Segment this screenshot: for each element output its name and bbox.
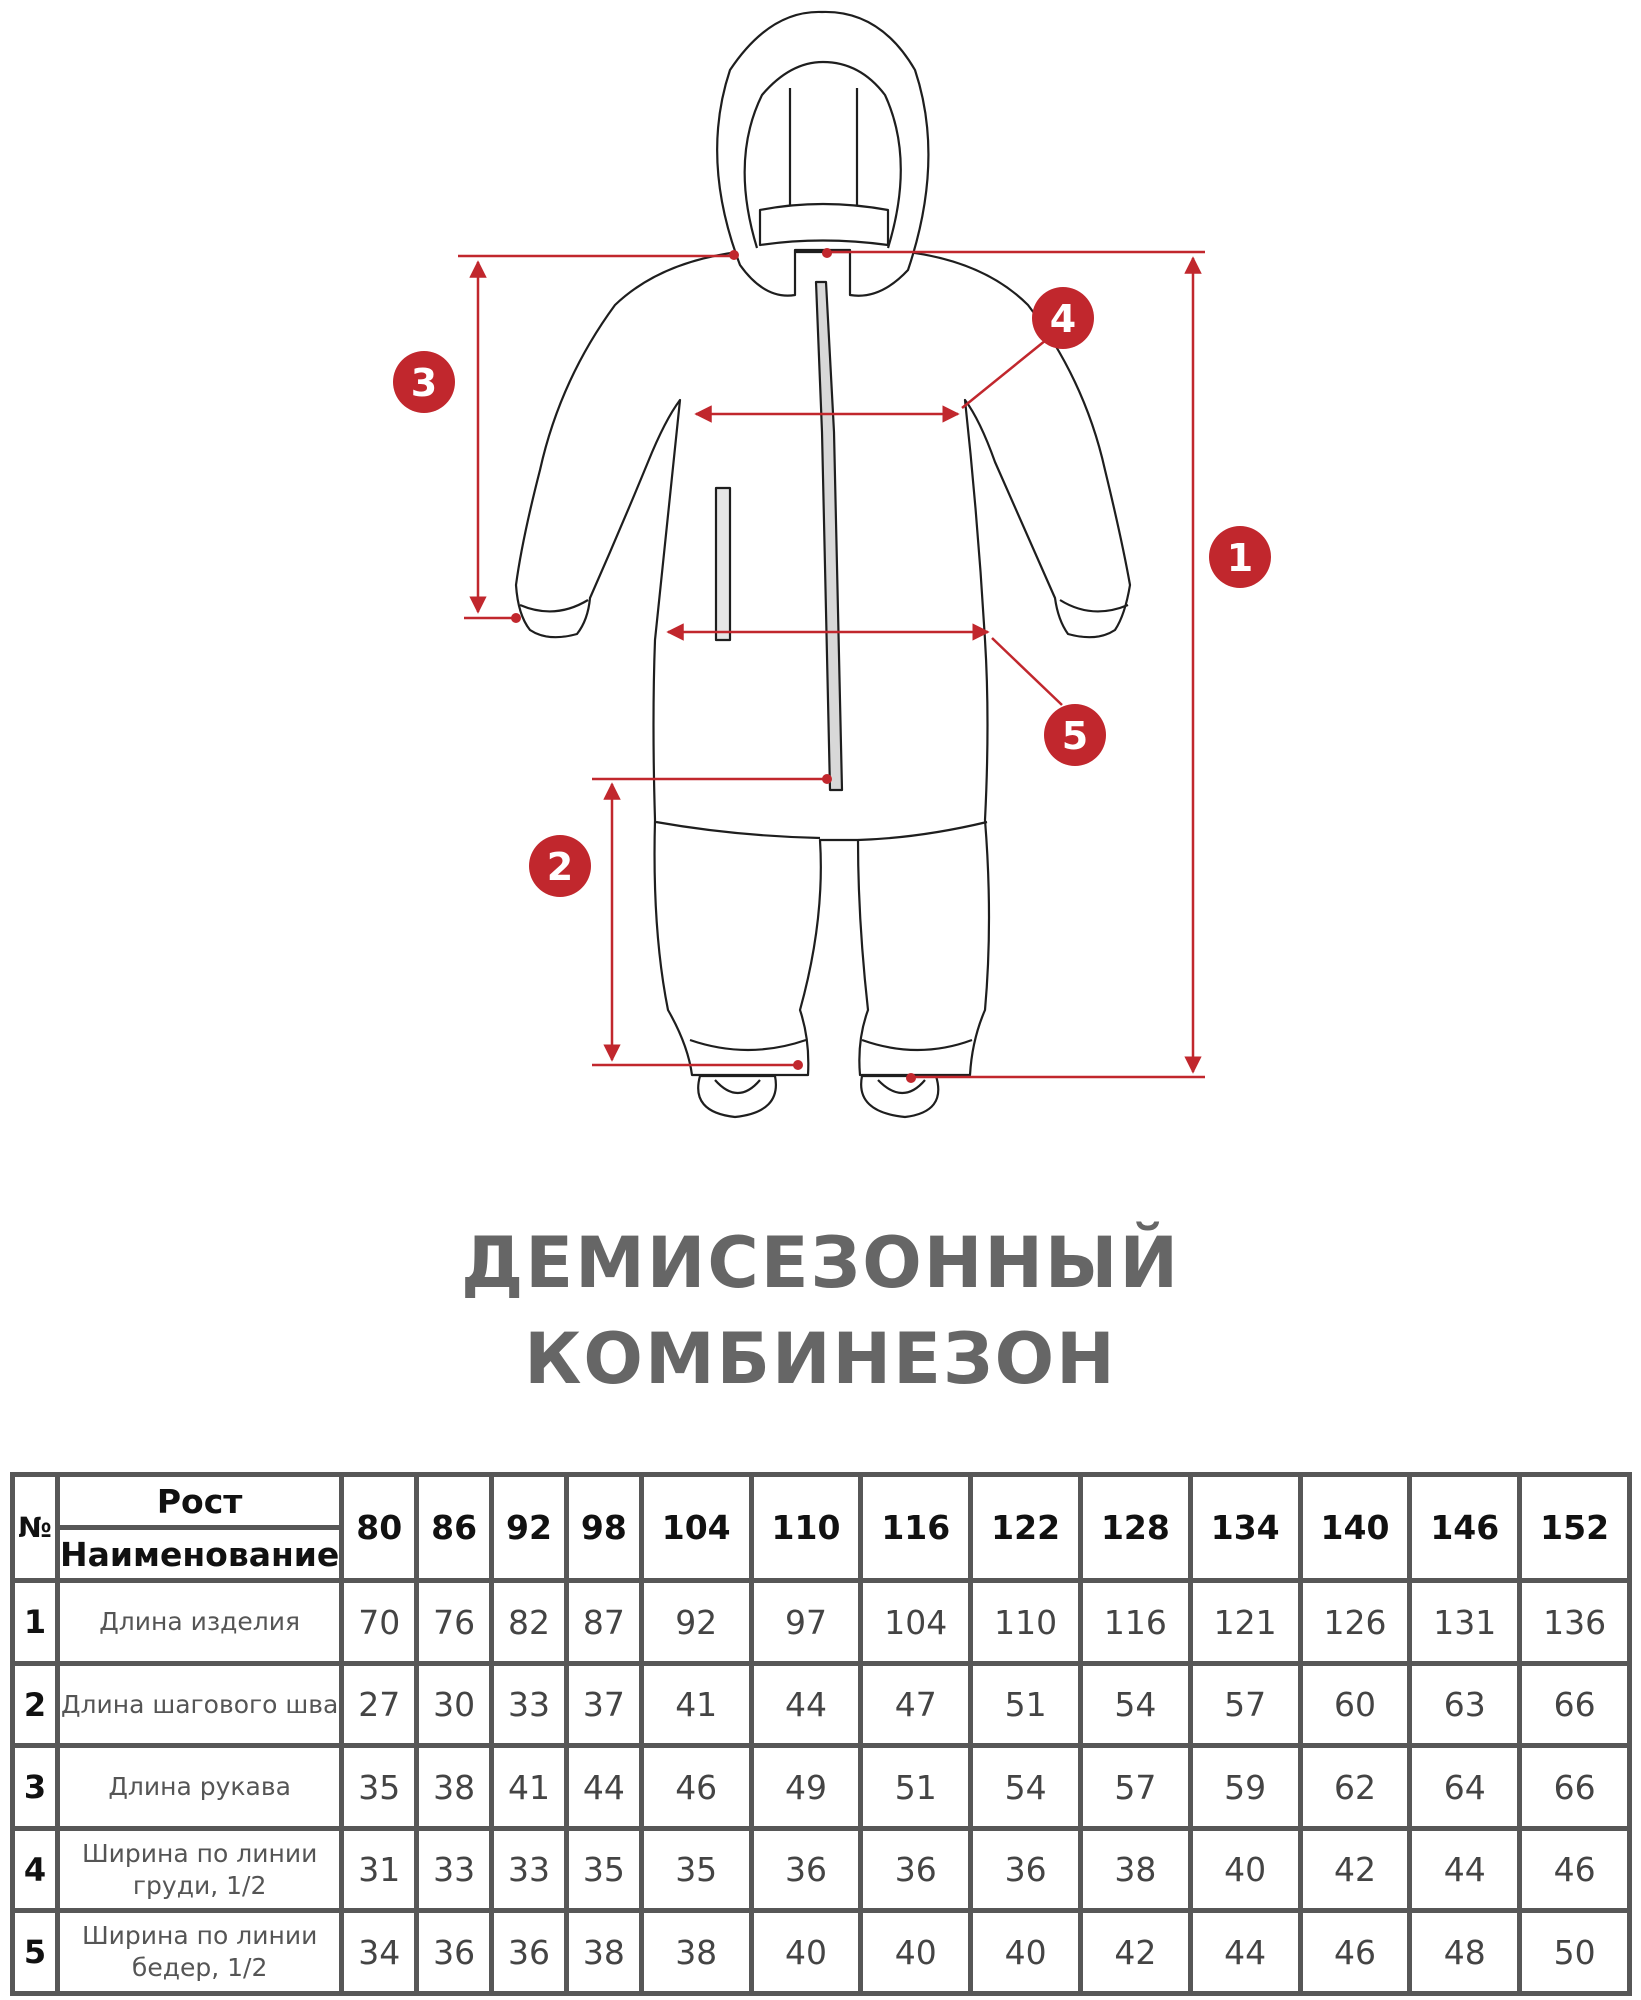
value-cell: 36 bbox=[419, 1913, 489, 1991]
value-cell: 57 bbox=[1193, 1666, 1298, 1744]
row-name-line: груди, 1/2 bbox=[132, 1870, 267, 1900]
row-name-line: Длина изделия bbox=[99, 1607, 301, 1637]
size-header-80: 80 bbox=[344, 1477, 414, 1578]
value-cell: 60 bbox=[1303, 1666, 1408, 1744]
value-cell: 35 bbox=[569, 1831, 639, 1909]
value-cell: 47 bbox=[863, 1666, 968, 1744]
value-cell: 126 bbox=[1303, 1583, 1408, 1661]
value-cell: 44 bbox=[569, 1748, 639, 1826]
value-cell: 44 bbox=[1193, 1913, 1298, 1991]
row-name-line: Длина рукава bbox=[108, 1772, 291, 1802]
value-cell: 46 bbox=[1303, 1913, 1408, 1991]
table-row bbox=[15, 1666, 1627, 1744]
value-cell: 82 bbox=[494, 1583, 564, 1661]
value-cell: 38 bbox=[644, 1913, 749, 1991]
value-cell: 62 bbox=[1303, 1748, 1408, 1826]
row-number: 5 bbox=[15, 1913, 55, 1991]
marker-1-label: 1 bbox=[1226, 536, 1254, 580]
row-name-line: Ширина по линии bbox=[81, 1838, 318, 1868]
value-cell: 76 bbox=[419, 1583, 489, 1661]
row-number: 3 bbox=[15, 1748, 55, 1826]
row-name bbox=[60, 1748, 339, 1826]
value-cell: 131 bbox=[1412, 1583, 1517, 1661]
size-table bbox=[10, 1472, 1632, 1996]
value-cell: 33 bbox=[494, 1831, 564, 1909]
value-cell: 38 bbox=[419, 1748, 489, 1826]
value-cell: 66 bbox=[1522, 1666, 1627, 1744]
marker-5-label: 5 bbox=[1061, 714, 1089, 758]
header-number: № bbox=[15, 1477, 55, 1578]
value-cell: 66 bbox=[1522, 1748, 1627, 1826]
value-cell: 97 bbox=[754, 1583, 859, 1661]
value-cell: 36 bbox=[494, 1913, 564, 1991]
table-row bbox=[15, 1831, 1627, 1909]
marker-4 bbox=[1032, 287, 1094, 349]
table-row bbox=[15, 1748, 1627, 1826]
jumpsuit-outline bbox=[516, 12, 1130, 1117]
size-header-146: 146 bbox=[1412, 1477, 1517, 1578]
value-cell: 44 bbox=[754, 1666, 859, 1744]
value-cell: 54 bbox=[973, 1748, 1078, 1826]
marker-1 bbox=[1209, 526, 1271, 588]
size-header-152: 152 bbox=[1522, 1477, 1627, 1578]
value-cell: 33 bbox=[494, 1666, 564, 1744]
table-row bbox=[15, 1913, 1627, 1991]
value-cell: 46 bbox=[1522, 1831, 1627, 1909]
value-cell: 104 bbox=[863, 1583, 968, 1661]
value-cell: 42 bbox=[1083, 1913, 1188, 1991]
value-cell: 59 bbox=[1193, 1748, 1298, 1826]
value-cell: 48 bbox=[1412, 1913, 1517, 1991]
value-cell: 41 bbox=[494, 1748, 564, 1826]
value-cell: 116 bbox=[1083, 1583, 1188, 1661]
size-header-92: 92 bbox=[494, 1477, 564, 1578]
value-cell: 38 bbox=[569, 1913, 639, 1991]
size-header-86: 86 bbox=[419, 1477, 489, 1578]
title-line-1: ДЕМИСЕЗОННЫЙ bbox=[460, 1222, 1181, 1304]
row-number: 2 bbox=[15, 1666, 55, 1744]
value-cell: 36 bbox=[973, 1831, 1078, 1909]
value-cell: 38 bbox=[1083, 1831, 1188, 1909]
row-name-line: бедер, 1/2 bbox=[131, 1953, 268, 1983]
marker-2 bbox=[529, 835, 591, 897]
row-name-line: Длина шагового шва bbox=[60, 1689, 339, 1719]
value-cell: 51 bbox=[863, 1748, 968, 1826]
value-cell: 87 bbox=[569, 1583, 639, 1661]
row-number: 4 bbox=[15, 1831, 55, 1909]
marker-4-label: 4 bbox=[1049, 297, 1077, 341]
value-cell: 41 bbox=[644, 1666, 749, 1744]
value-cell: 110 bbox=[973, 1583, 1078, 1661]
row-name bbox=[60, 1831, 339, 1909]
marker-2-label: 2 bbox=[546, 845, 574, 889]
value-cell: 33 bbox=[419, 1831, 489, 1909]
row-name bbox=[60, 1583, 339, 1661]
value-cell: 37 bbox=[569, 1666, 639, 1744]
row-name-line: Ширина по линии bbox=[81, 1921, 318, 1951]
value-cell: 44 bbox=[1412, 1831, 1517, 1909]
value-cell: 92 bbox=[644, 1583, 749, 1661]
value-cell: 54 bbox=[1083, 1666, 1188, 1744]
size-header-98: 98 bbox=[569, 1477, 639, 1578]
size-header-140: 140 bbox=[1303, 1477, 1408, 1578]
value-cell: 27 bbox=[344, 1666, 414, 1744]
value-cell: 70 bbox=[344, 1583, 414, 1661]
size-header-116: 116 bbox=[863, 1477, 968, 1578]
value-cell: 63 bbox=[1412, 1666, 1517, 1744]
value-cell: 40 bbox=[1193, 1831, 1298, 1909]
value-cell: 121 bbox=[1193, 1583, 1298, 1661]
value-cell: 30 bbox=[419, 1666, 489, 1744]
size-header-122: 122 bbox=[973, 1477, 1078, 1578]
value-cell: 40 bbox=[863, 1913, 968, 1991]
marker-5 bbox=[1044, 704, 1106, 766]
value-cell: 57 bbox=[1083, 1748, 1188, 1826]
header-name: Наименование bbox=[60, 1530, 339, 1578]
size-header-128: 128 bbox=[1083, 1477, 1188, 1578]
value-cell: 36 bbox=[754, 1831, 859, 1909]
row-number: 1 bbox=[15, 1583, 55, 1661]
size-header-134: 134 bbox=[1193, 1477, 1298, 1578]
value-cell: 50 bbox=[1522, 1913, 1627, 1991]
header-height: Рост bbox=[60, 1477, 339, 1525]
marker-3-label: 3 bbox=[410, 361, 438, 405]
title-line-2: КОМБИНЕЗОН bbox=[524, 1318, 1117, 1400]
size-header-110: 110 bbox=[754, 1477, 859, 1578]
value-cell: 35 bbox=[344, 1748, 414, 1826]
value-cell: 64 bbox=[1412, 1748, 1517, 1826]
value-cell: 51 bbox=[973, 1666, 1078, 1744]
row-name bbox=[60, 1913, 339, 1991]
value-cell: 42 bbox=[1303, 1831, 1408, 1909]
table-row bbox=[15, 1583, 1627, 1661]
value-cell: 31 bbox=[344, 1831, 414, 1909]
value-cell: 49 bbox=[754, 1748, 859, 1826]
value-cell: 136 bbox=[1522, 1583, 1627, 1661]
value-cell: 40 bbox=[973, 1913, 1078, 1991]
marker-3 bbox=[393, 351, 455, 413]
value-cell: 40 bbox=[754, 1913, 859, 1991]
value-cell: 46 bbox=[644, 1748, 749, 1826]
row-name bbox=[60, 1666, 339, 1744]
size-header-104: 104 bbox=[644, 1477, 749, 1578]
value-cell: 36 bbox=[863, 1831, 968, 1909]
value-cell: 35 bbox=[644, 1831, 749, 1909]
value-cell: 34 bbox=[344, 1913, 414, 1991]
